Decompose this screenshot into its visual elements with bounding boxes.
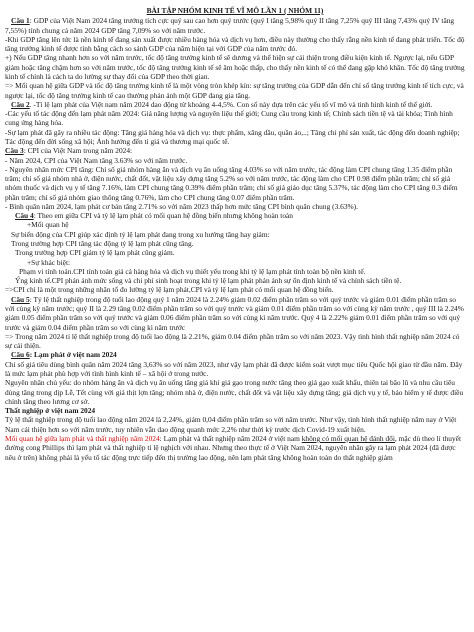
q3-paragraph-3: - Nguyên nhân mức CPI tăng: Chỉ số giá nhóm hàng ăn và dịch vụ ăn uống tăng 4.03% so với năm trước, tác động làm CPI chung tăng 1.35 điểm phần trăm; chỉ số giá nhóm nhà ở, điện nước, chất đốt, vật liệu xây dựng tăng 5.2% so với năm trước, tác động làm cho CPI 0.98 điểm phần trăm; chỉ số giá nhóm thuốc và dịch vụ y tế tăng 7.16%, làm CPI chung tăng 0.39% điểm phần trăm; chỉ số giá giáo dục tăng 5.37%, tác động làm cho CPI tăng 0.3 điểm phần trăm; chỉ số giá nhóm giao thông tăng 0.76%, làm cho CPI chung tăng 0.07 điểm phần trăm. [5,164,458,202]
q4-relation-heading: +Mối quan hệ [27,220,69,230]
q6-paragraph-2: Nguyên nhân chủ yếu: do nhóm hàng ăn và dịch vụ ăn uống tăng giá khi giá gạo trong nước tăng theo giá gạo xuất khẩu, thiên tai bão lũ và nhu cầu tiêu dùng tăng trong dịp Lễ, Tết cùng với giá thịt lợn tăng; nhóm nhà ở, điện nước, chất đốt và vật liệu xây dựng tăng; giá dịch vụ y tế, bảo hiểm y tế được điều chỉnh tăng theo lương cơ sở. [5,378,464,406]
q6-relation-title: Mối quan hệ giữa lạm phát và thất nghiệp năm 2024 [5,433,160,443]
q5-label: Câu 5 [11,294,30,304]
q4-conclusion: =>CPI chỉ là một trong những nhân tố đo lường tỷ lệ lạm phát,CPI và tỷ lệ lạm phát có mối quan hệ đồng biến. [5,285,334,295]
q6-paragraph-1: Chỉ số giá tiêu dùng bình quân năm 2024 tăng 3,63% so với năm 2023, như vậy lạm phát đã được kiểm soát vượt mục tiêu Quốc hội giao từ đầu năm. Đây là mức lạm phát phù hợp với tình hình kinh tế – xã hội ở trong nước. [5,359,463,378]
q3-paragraph-1 [5,146,465,155]
q5-conclusion: => Trong năm 2024 tỉ lệ thất nghiệp trong độ tuổi lao động là 2.21%, giảm 0.04 điểm phần trăm so với năm 2023. Vậy tình hình thất nghiệp năm 2024 có sự cải thiện. [5,331,460,351]
q2-paragraph-2: -Các yếu tố tác động đến lạm phát năm 2024: Giá năng lượng và nguyên liệu thế giới; Cung cầu trong kinh tế; Chính sách tiền tệ và tài khóa; Tình hình cung ứng hàng hóa. [5,109,453,128]
q6-paragraph-4 [5,434,465,462]
q4-text-1: : Theo em giữa CPI và tỷ lệ lạm phát có mối quan hệ đồng biến nhưng không hoàn toàn [33,211,294,221]
q4-paragraph-8: Ý̀ng kinh tế.CPI phản ánh mức sống và chi phí sinh hoạt trong khi tỷ lệ lạm phát phản ánh sự ổn định kinh tế và chính sách tiền tệ. [15,276,402,286]
q1-paragraph-1 [5,16,465,35]
document-title: BÀI TẬP NHÓM KINH TẾ VĨ MÔ LẦN 1 ( NHÓM 11) [146,6,324,15]
q3-label: Câu 3 [5,146,24,156]
q5-text-1: : Tỷ lệ thất nghiệp trong độ tuổi lao động quý 1 năm 2024 là 2.24% giảm 0.02 điểm phần trăm so với quý trước và giảm 0.01 điểm phần trăm so với cùng kỳ năm trước; quý II là 2.29 tăng 0.02 điểm phần trăm so với quý trước và giảm 0.01 điểm phần trăm so với cùng kỳ năm trước , quý III là 2.24% giảm 0.05 điểm phần trăm so với quý trước và giảm 0.06 điểm phần trăm so với cùng kì năm trước. Quý 4 là 2.22% giảm 0.01 điểm phần trăm so với quý trước và giảm 0.04 điểm phần trăm so với cùng kì năm trước [5,294,464,332]
q5-paragraph-1 [5,295,465,332]
q1-paragraph-3: +) Nếu GDP tăng nhanh hơn so với năm trước, tốc độ tăng trưởng kinh tế sẽ dương và thể hiện sự cải thiện trong điều kiện kinh tế. Ngược lại, nếu GDP giảm hoặc tăng chậm hơn so với năm trước, tốc độ tăng trưởng kinh tế sẽ âm hoặc thấp, cho thấy nền kinh tế có thể đang gặp khó khăn. Tốc độ tăng trưởng kinh tế chính là cách ta do lường sự thay đổi của GDP theo thời gian. [5,53,465,81]
q4-label: Câu 4 [15,211,34,221]
q6-paragraph-3: Tỷ lệ thất nghiệp trong độ tuổi lao động năm 2024 là 2,24%, giảm 0,04 điểm phần trăm so với năm trước. Như vậy, tình hình thất nghiệp năm nay ở Việt Nam cải thiện hơn so với năm trước, tuy nhiên vẫn dao động quanh mức 2,2% như thời kỳ trước dịch Covid-19 xuất hiện. [5,415,457,434]
q4-paragraph-7: Phạm vi tính toán.CPI tính toán giá cả hàng hóa và dịch vụ thiết yếu trong khi tỷ lệ lạm phát tính toàn bộ nền kinh tế. [19,266,366,276]
q1-text-1: : GDP của Việt Nam 2024 tăng trưởng tích cực quý sau cao hơn quý trước (quý I tăng 5,98% quý II tăng 7,25% quý III tăng 7,43% quý IV tăng 7,55%) tính chung cả năm 2024 GDP tăng 7,09% so với năm trước. [5,16,455,35]
q6-relation-text: : Lạm phát và thất nghiệp năm 2024 ở việt nam [159,433,302,443]
q1-paragraph-2: -Khi GDP tăng lên tức là nền kinh tế đang sản xuất được nhiều hàng hóa và dịch vụ hơn, điều này thường cho thấy rằng nền kinh tế đang phát triển. Tốc độ tăng trưởng kinh tế được tính bằng cách so sánh GDP của năm hiện tại với GDP của năm trước đó. [5,34,465,54]
q4-difference-heading: +Sự khác biệt: [27,257,71,267]
q1-label: Câu 1 [11,16,30,26]
q6-relation-end: , mặc dù theo lí thuyết đường cong Phillips thì lạm phát và thất nghiệp tỉ lệ nghịch với nhau. Nhưng theo thực tế ở Việt Nam 2024, nguyên nhân gây ra lạm phát 2024 (đã được nêu ở trên) không phải là yếu tố tác động trực tiếp đến thị trường lao động, nên lạm phát tăng không hoàn toàn do thất nghiệp giảm [5,433,462,462]
q3-paragraph-2: - Năm 2024, CPI của Việt Nam tăng 3.63% so với năm trước. [5,155,188,165]
q6-heading [5,350,465,359]
q4-paragraph-5: Trong trường hợp CPI giảm tỷ lệ lạm phát cũng giảm. [15,248,175,258]
q3-text-1: : CPI của Việt Nam trong năm 2024: [23,146,133,156]
q1-paragraph-4: => Mối quan hệ giữa GDP và tốc độ tăng trưởng kinh tế là một vòng tròn khép kín: sự tăng trưởng của GDP dẫn đến chỉ số tăng trưởng kinh tế tích cực, và ngược lại, tốc độ tăng trưởng kinh tế cao thường phản ánh một GDP đang gia tăng. [5,81,464,100]
q2-paragraph-3: -Sự lạm phát đã gây ra nhiều tác động: Tăng giá hàng hóa và dịch vụ: thực phẩm, xăng dầu, quần áo,..; Tăng chi phí sản xuất, tác động đến doanh nghiệp; Tác động đến đời sống xã hội; Ảnh hưởng đến tỉ giá và thương mại quốc tế. [5,127,460,146]
q6-relation-underlined: không có mối quan hệ đánh đổi [301,433,395,443]
q2-text-1: . -Tỉ lệ lạm phát của Việt nam năm 2024 dao động từ khoảng 4-4,5%. Con số này dựa trên các yếu tố vĩ mô và tình hình kinh tế thế giới. [29,99,433,109]
q2-label: Câu 2 [11,99,30,109]
q6-heading-text: : Lạm phát ở việt nam 2024 [29,350,117,360]
q4-paragraph-4: Trong trường hợp CPI tăng tác động tỷ lệ lạm phát cũng tăng. [11,239,194,249]
q6-label: Câu 6 [11,350,30,360]
q3-paragraph-4: - Bình quân năm 2024, lạm phát cơ bản tăng 2.71% so với năm 2023 thấp hơn mức tăng CPI bình quân chung (3.63%). [5,201,358,211]
q4-paragraph-1 [5,211,465,220]
q6-subheading: Thất nghiệp ở việt nam 2024 [5,406,96,416]
q2-paragraph-1 [5,100,465,109]
q4-paragraph-3: Sự biến động của CPI giúp xác định tỷ lệ lạm phát đang trong xu hướng tăng hay giảm: [11,229,270,239]
